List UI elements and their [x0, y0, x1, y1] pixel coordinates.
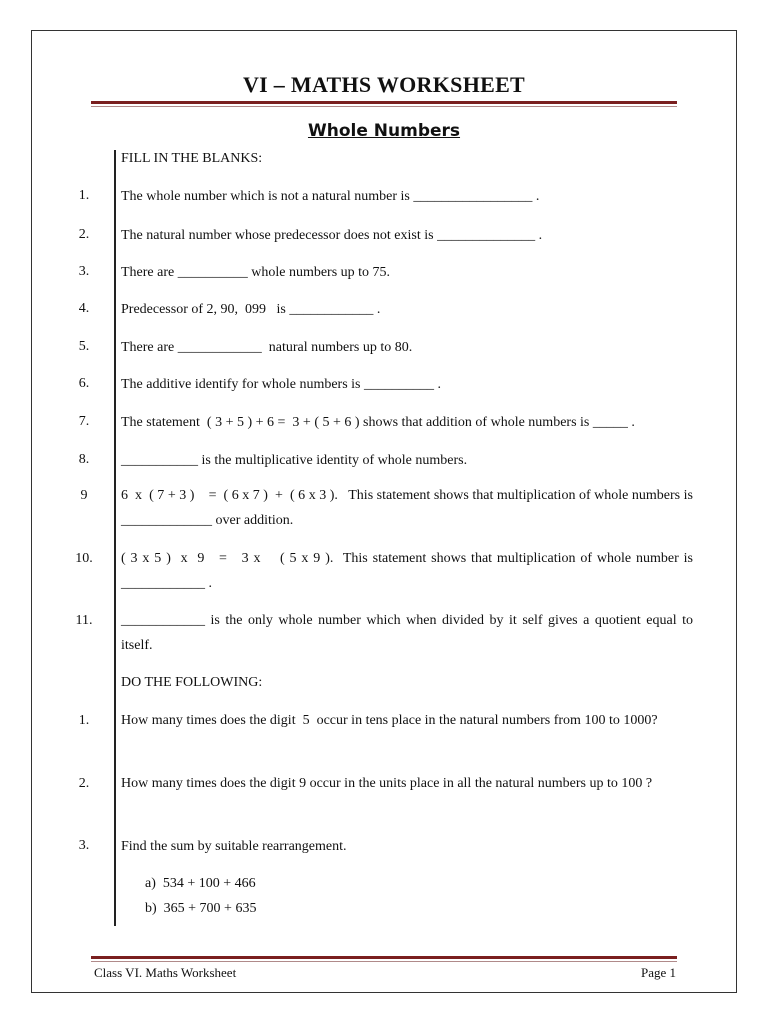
question-text: 6 x ( 7 + 3 ) = ( 6 x 7 ) + ( 6 x 3 ). This statement shows that multiplication of whole numbers is _____________ over addition.: [121, 488, 697, 528]
question-text: ( 3 x 5 ) x 9 = 3 x ( 5 x 9 ). This statement shows that multiplication of whole number is ____________ .: [121, 551, 697, 591]
question-number: 10.: [75, 551, 93, 566]
question-text: The whole number which is not a natural number is _________________ .: [121, 189, 540, 204]
question-number: 2.: [78, 227, 90, 242]
question-number: 1.: [78, 188, 90, 203]
question-number: 3.: [78, 264, 90, 279]
title-rule: [91, 101, 677, 104]
question-text: The natural number whose predecessor does not exist is ______________ .: [121, 228, 543, 243]
task-number: 3.: [78, 838, 90, 853]
question-number: 5.: [78, 339, 90, 354]
question-number: 7.: [78, 414, 90, 429]
question-text: There are ____________ natural numbers up to 80.: [121, 340, 413, 355]
task-text: How many times does the digit 9 occur in the units place in all the natural numbers up to 100 ?: [121, 776, 653, 791]
question-text: The statement ( 3 + 5 ) + 6 = 3 + ( 5 + 6 ) shows that addition of whole numbers is _____ .: [121, 415, 635, 430]
question-text: ___________ is the multiplicative identity of whole numbers.: [121, 453, 468, 468]
sum-item: b) 365 + 700 + 635: [145, 901, 257, 916]
question-number: 6.: [78, 376, 90, 391]
question-number: 8.: [78, 452, 90, 467]
question-text: ____________ is the only whole number which when divided by it self gives a quotient equal to itself.: [121, 613, 693, 653]
question-text: Predecessor of 2, 90, 099 is ____________ .: [121, 302, 381, 317]
question-number: 11.: [75, 613, 93, 628]
question-text: There are __________ whole numbers up to 75.: [121, 265, 391, 280]
footer-rule-thin: [91, 961, 677, 962]
footer-label: Class VI. Maths Worksheet: [94, 965, 237, 980]
question-number: 9: [80, 488, 88, 503]
task-text: Find the sum by suitable rearrangement.: [121, 839, 347, 854]
worksheet-title: VI – MATHS WORKSHEET: [242, 72, 526, 97]
task-number: 1.: [78, 713, 90, 728]
footer-rule: [91, 956, 677, 959]
question-text: The additive identify for whole numbers is __________ .: [121, 377, 441, 392]
section-heading-fill: FILL IN THE BLANKS:: [121, 151, 263, 166]
question-number: 4.: [78, 301, 90, 316]
section-heading-tasks: DO THE FOLLOWING:: [121, 675, 263, 690]
task-text: How many times does the digit 5 occur in tens place in the natural numbers from 100 to 1000?: [121, 713, 658, 728]
title-rule-thin: [91, 106, 677, 107]
worksheet-subtitle: Whole Numbers: [307, 121, 461, 141]
task-number: 2.: [78, 776, 90, 791]
sum-item: a) 534 + 100 + 466: [145, 876, 256, 891]
page-number: Page 1: [640, 965, 676, 980]
margin-line: [114, 150, 116, 926]
